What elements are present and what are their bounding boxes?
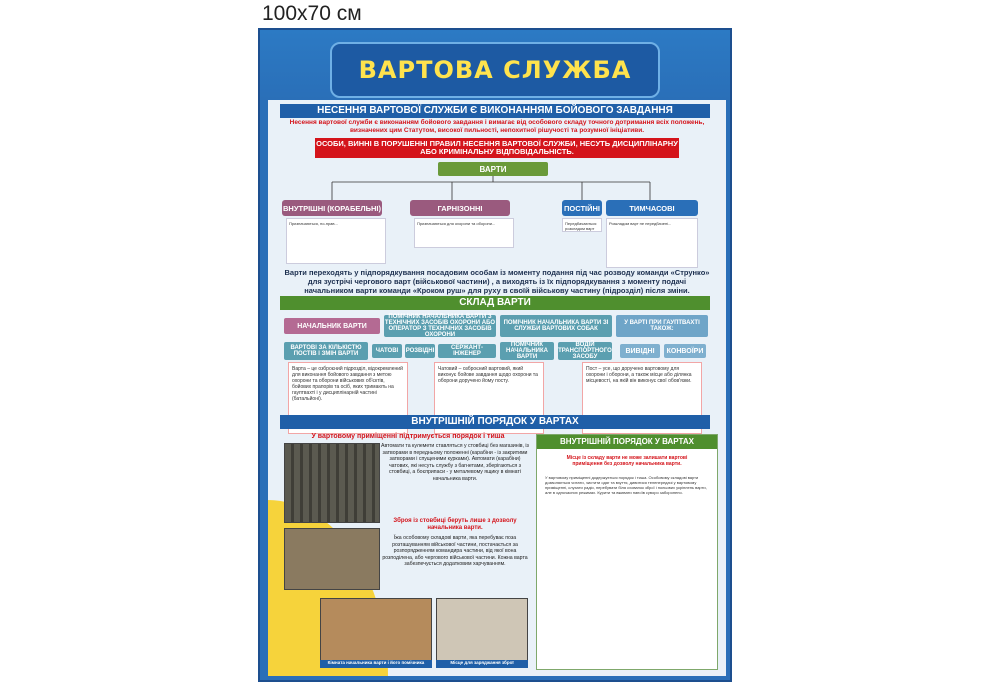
definition-post: Пост – усе, що доручено вартовому для охорони і оборони, а також місце або ділянка місцевості, на якій він виконує свої обов'язки. bbox=[582, 362, 702, 434]
sklad-chatovi: ЧАТОВІ bbox=[372, 344, 402, 358]
photo-loading-place bbox=[436, 598, 528, 668]
photo-rifle-rack bbox=[284, 443, 380, 523]
sklad-tech-assistant: ПОМІЧНИК НАЧАЛЬНИКА ВАРТИ З ТЕХНІЧНИХ ЗАСОБІВ ОХОРОНИ АБО ОПЕРАТОР З ТЕХНІЧНИХ ЗАСОБІВ ОХОРОНИ bbox=[384, 314, 496, 338]
weapons-text: Автомати та кулемети ставляться у стовбиці без магазинів, із затворами в передньому положенні (карабіни - із закритими затворами і спущеними курками). Автомати (карабіни) чатових, які несуть службу з багнетами, зберігаються з стовбиці, а боєприпаси - у металевому ящику в кімнаті начальника варти. bbox=[381, 443, 529, 482]
size-label: 100x70 см bbox=[262, 2, 362, 25]
panel-text: У вартовому приміщенні додержується порядок і тиша. Особовому складові варти дозволяється читати, чистити одяг та взуття, дивитися телепередачі у вартовому приміщенні, слухати радіо, перебувати біля схованок зброї і польових укріплень варти, але в одночасних режимах. Курити та вживати напоїв суворо заборонено. bbox=[545, 475, 707, 495]
definition-chatovyi: Чатовий – озброєний вартовий, який виконує бойове завдання щодо охорони та оборони доручено йому посту. bbox=[434, 362, 544, 434]
poster bbox=[258, 28, 732, 682]
sklad-rozvidni: РОЗВІДНІ bbox=[405, 344, 435, 358]
sklad-guardhouse: У ВАРТІ ПРИ ГАУПТВАХТІ ТАКОЖ: bbox=[616, 315, 708, 337]
sklad-sergeant: СЕРЖАНТ-ІНЖЕНЕР bbox=[438, 344, 496, 358]
photo-chief-room bbox=[320, 598, 432, 668]
desc-permanent: Передбачаються розкладом варт bbox=[562, 218, 602, 232]
poster-title: ВАРТОВА СЛУЖБА bbox=[358, 56, 632, 84]
panel-red-note: Місце із складу варти не може залишати вартові приміщення без дозволу начальника варти. bbox=[566, 455, 688, 467]
sklad-dog-assistant: ПОМІЧНИК НАЧАЛЬНИКА ВАРТИ ЗІ СЛУЖБИ ВАРТОВИХ СОБАК bbox=[500, 315, 612, 337]
section3-subheader: У вартовому приміщенні підтримується порядок і тиша bbox=[311, 433, 505, 440]
type-garrison: ГАРНІЗОННІ bbox=[410, 200, 510, 216]
desc-internal: Призначаються, по-прав... bbox=[286, 218, 386, 264]
panel-header: ВНУТРІШНІЙ ПОРЯДОК У ВАРТАХ bbox=[537, 435, 717, 449]
varty-root: ВАРТИ bbox=[438, 162, 548, 176]
internal-order-panel bbox=[536, 434, 718, 670]
sklad-sentries: ВАРТОВІ ЗА КІЛЬКІСТЮ ПОСТІВ І ЗМІН ВАРТИ bbox=[284, 342, 368, 360]
sklad-konvoiry: КОНВОЇРИ bbox=[664, 344, 706, 358]
transfer-paragraph: Варти переходять у підпорядкування посадовим особам із моменту подання під час розводу команди «Струнко» для зустрічі чергового варт (військової частини) , а виходять із їх підпорядкування з моменту подачі начальником варти команди «Кроком руш» для руху в своїй військову частину (підрозділ) після зміни. bbox=[284, 268, 710, 295]
sklad-driver: ВОДІЙ ТРАНСПОРТНОГО ЗАСОБУ bbox=[558, 342, 612, 360]
desc-temporary: Розкладом варт не передбачені... bbox=[606, 218, 698, 268]
section3-header: ВНУТРІШНІЙ ПОРЯДОК У ВАРТАХ bbox=[280, 415, 710, 429]
type-internal: ВНУТРІШНІ (КОРАБЕЛЬНІ) bbox=[282, 200, 382, 216]
caption-loading-place: Місце для заряджання зброї bbox=[436, 660, 528, 668]
desc-garrison: Призначаються для охорони та оборони... bbox=[414, 218, 514, 248]
section1-intro: Несення вартової служби є виконанням бойового завдання і вимагає від особового складу точного дотримання всіх положень, визначених цим Статутом, високої пильності, непохитної рішучості та розумної ініціативи. bbox=[289, 119, 705, 134]
sklad-header: СКЛАД ВАРТИ bbox=[280, 296, 710, 310]
warning-bar: ОСОБИ, ВИННІ В ПОРУШЕННІ ПРАВИЛ НЕСЕННЯ ВАРТОВОЇ СЛУЖБИ, НЕСУТЬ ДИСЦИПЛІНАРНУ АБО КРИМІНАЛЬНУ ВІДПОВІДАЛЬНІСТЬ. bbox=[316, 139, 678, 156]
photo-meal bbox=[284, 528, 380, 590]
caption-chief-room: Кімната начальника варти і його помічника bbox=[320, 660, 432, 668]
section1-header: НЕСЕННЯ ВАРТОВОЇ СЛУЖБИ Є ВИКОНАННЯМ БОЙОВОГО ЗАВДАННЯ bbox=[280, 104, 710, 118]
sklad-chief: НАЧАЛЬНИК ВАРТИ bbox=[284, 318, 380, 334]
type-permanent: ПОСТІЙНІ bbox=[562, 200, 602, 216]
sklad-vyvidni: ВИВІДНІ bbox=[620, 344, 660, 358]
type-temporary: ТИМЧАСОВІ bbox=[606, 200, 698, 216]
sklad-assistant: ПОМІЧНИК НАЧАЛЬНИКА ВАРТИ bbox=[500, 342, 554, 360]
weapons-highlight: Зброя із стовбиці беруть лише з дозволу начальника варти. bbox=[393, 518, 517, 531]
definition-varta: Варта – це озброєний підрозділ, відокремлений для виконання бойового завдання з метою охорони та оборони військових об'єктів, бойових прапорів та осіб, яких тримають на гауптвахті і у дисциплінарній частині (батальйоні). bbox=[288, 362, 408, 434]
food-text: Їжа особовому складові варти, яка перебуває поза розташуванням військової частини, постачається за розпорядженням командира частини, від якої вона розподілена, або чергового військової частини. Кожна варта забезпечується додатковим харчуванням. bbox=[382, 535, 528, 567]
